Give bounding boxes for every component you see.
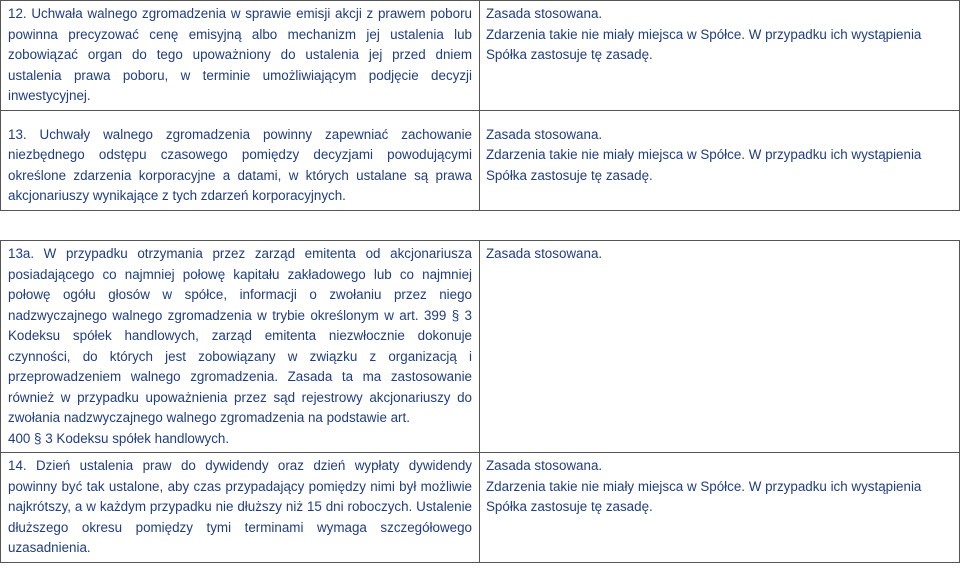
principle-13a-text: 13a. W przypadku otrzymania przez zarząd emitenta od akcjonariusza posiadającego co najmniej połowę kapitału zakładowego lub co najmniej połowę ogółu głosów w spółce, informacji o zwołaniu przez niego nadzwyczajnego walnego zgromadzenia w trybie określonym w art. 399 § 3 Kodeksu spółek handlowych, zarząd emitenta niezwłocznie dokonuje czynności, do których jest zobowiązany w związku z organizacją i przeprowadzeniem walnego zgromadzenia. Zasada ta ma zastosowanie również w przypadku upoważnienia przez sąd rejestrowy akcjonariuszy do zwołania nadzwyczajnego walnego zgromadzenia na podstawie art. — [8, 246, 472, 425]
status-text: Zasada stosowana. — [486, 246, 603, 261]
status-text: Zasada stosowana. — [486, 458, 603, 473]
comment-text: Zdarzenia takie nie miały miejsca w Spółce. W przypadku ich wystąpienia Spółka zastosuje tę zasadę. — [486, 26, 922, 62]
corporate-governance-table-2 — [0, 240, 960, 563]
table-row — [1, 1, 960, 111]
status-text: Zasada stosowana. — [486, 6, 603, 21]
principle-13-text: 13. Uchwały walnego zgromadzenia powinny zapewniać zachowanie niezbędnego odstępu czasowego pomiędzy decyzjami powodującymi określone zdarzenia korporacyjne a datami, w których ustalane są prawa akcjonariuszy wynikające z tych zdarzeń korporacyjnych. — [1, 110, 480, 210]
principle-13a-cell — [1, 241, 480, 453]
principle-12-text: 12. Uchwała walnego zgromadzenia w sprawie emisji akcji z prawem poboru powinna precyzować cenę emisyjną albo mechanizm jej ustalenia lub zobowiązać organ do tego upoważniony do ustalenia jej przed dniem ustalenia prawa poboru, w terminie umożliwiającym podjęcie decyzji inwestycyjnej. — [1, 1, 480, 111]
principle-13a-tail: 400 § 3 Kodeksu spółek handlowych. — [8, 430, 230, 446]
principle-13-status-cell — [480, 110, 960, 210]
comment-text: Zdarzenia takie nie miały miejsca w Spółce. W przypadku ich wystąpienia Spółka zastosuje tę zasadę. — [486, 147, 922, 183]
comment-text: Zdarzenia takie nie miały miejsca w Spółce. W przypadku ich wystąpienia Spółka zastosuje tę zasadę. — [486, 478, 922, 514]
principle-14-text: 14. Dzień ustalenia praw do dywidendy oraz dzień wypłaty dywidendy powinny być tak ustalone, aby czas przypadający pomiędzy nimi był możliwie najkrótszy, a w każdym przypadku nie dłuższy niż 15 dni roboczych. Ustalenie dłuższego okresu pomiędzy tymi terminami wymaga szczegółowego uzasadnienia. — [1, 453, 480, 563]
table-row — [1, 453, 960, 563]
table-row — [1, 110, 960, 210]
status-text: Zasada stosowana. — [486, 126, 603, 142]
table-row — [1, 241, 960, 453]
corporate-governance-table-1 — [0, 0, 960, 211]
principle-14-status-cell — [480, 453, 960, 563]
principle-13a-status-cell — [480, 241, 960, 453]
principle-12-status-cell — [480, 1, 960, 111]
